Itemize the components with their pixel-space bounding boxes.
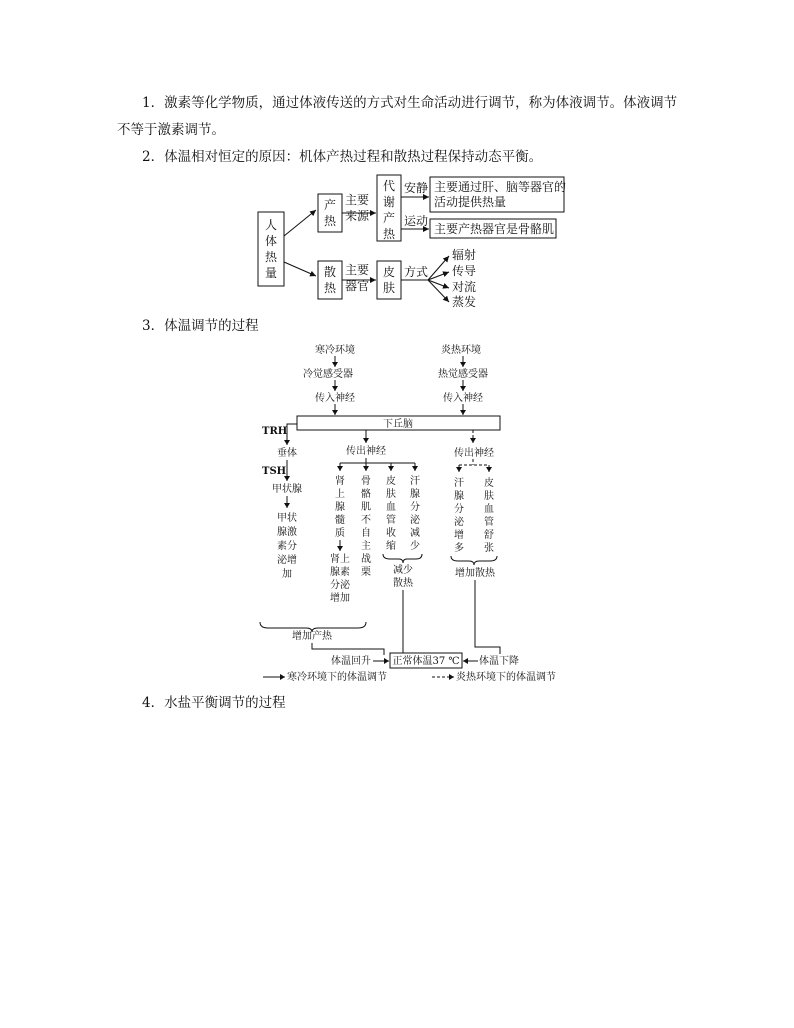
- temperature-fall: 体温下降: [479, 656, 519, 667]
- skin-char: 皮: [382, 265, 396, 279]
- main-source-label: 主要: [344, 193, 370, 207]
- heat-loss-char: 散: [323, 265, 337, 279]
- feedback-reduce-loss: [390, 590, 403, 660]
- metabolic-char: 产: [382, 211, 396, 225]
- afferent-nerve-right: 传入神经: [443, 393, 483, 404]
- legend-hot: 炎热环境下的体温调节: [456, 672, 556, 683]
- feedback-production: [312, 643, 384, 655]
- efferent-nerve-left: 传出神经: [346, 446, 386, 457]
- muscle-char: 骨: [361, 476, 371, 487]
- cold-receptor: 冷觉感受器: [303, 369, 353, 380]
- cold-environment: 寒冷环境: [315, 345, 355, 356]
- sweat-increase-char: 分: [454, 504, 464, 515]
- method-label: 方式: [404, 265, 429, 279]
- thyroid-hormone-text: 甲状: [277, 513, 297, 524]
- muscle-char: 自: [361, 528, 371, 539]
- adrenal-char: 肾: [335, 476, 345, 487]
- vessel-constrict-char: 收: [386, 528, 396, 539]
- vessel-constrict-char: 血: [386, 502, 396, 513]
- adrenaline-text: 肾上: [330, 554, 350, 565]
- thyroid-hormone-text: 素分: [277, 541, 297, 552]
- sweat-decrease-char: 泌: [410, 515, 420, 526]
- exercise-label: 运动: [404, 214, 429, 228]
- sweat-decrease-char: 分: [410, 502, 420, 513]
- legend-cold: 寒冷环境下的体温调节: [287, 672, 387, 683]
- rest-desc-line: 主要通过肝、脑等器官的: [434, 180, 567, 194]
- thyroid: 甲状腺: [272, 484, 302, 495]
- vessel-constrict-char: 缩: [386, 541, 396, 552]
- increase-heat-production-label: 增加产热: [292, 631, 332, 642]
- hot-environment: 炎热环境: [441, 345, 481, 356]
- sweat-decrease-char: 汗: [410, 476, 420, 487]
- heat-production-char: 产: [323, 198, 337, 212]
- sweat-increase-char: 腺: [454, 491, 464, 502]
- sweat-increase-char: 汗: [454, 478, 464, 489]
- at-rest-label: 安静: [404, 181, 429, 195]
- normal-temperature: 正常体温37 ℃: [392, 656, 460, 667]
- trh-label: TRH: [262, 426, 288, 437]
- adrenal-char: 腺: [335, 502, 345, 513]
- method-radiation: 辐射: [452, 248, 477, 262]
- pituitary: 垂体: [277, 448, 297, 459]
- muscle-char: 战: [361, 554, 371, 565]
- thyroid-hormone-text: 泌增: [277, 555, 297, 566]
- vessel-dilate-char: 皮: [484, 478, 494, 489]
- method-conduction: 传导: [452, 264, 477, 278]
- body-heat-char: 体: [264, 234, 278, 248]
- thyroid-hormone-text: 腺激: [277, 527, 297, 538]
- adrenal-char: 髓: [335, 515, 345, 526]
- body-heat-char: 热: [264, 250, 278, 264]
- exercise-desc: 主要产热器官是骨骼肌: [434, 222, 555, 236]
- muscle-char: 栗: [361, 567, 371, 578]
- rest-desc-line: 活动提供热量: [434, 195, 507, 209]
- adrenaline-text: 分泌: [330, 580, 350, 591]
- sweat-increase-char: 泌: [454, 517, 464, 528]
- vessel-constrict-char: 管: [386, 515, 396, 526]
- adrenaline-text: 增加: [330, 593, 350, 604]
- vessel-dilate-char: 张: [484, 543, 494, 554]
- vessel-dilate-char: 肤: [484, 491, 494, 502]
- sweat-increase-char: 增: [454, 530, 464, 541]
- reduce-heat-loss-label: 减少: [393, 565, 413, 576]
- main-organ-label: 主要: [344, 263, 370, 277]
- paragraph-humoral-regulation: 1．激素等化学物质，通过体液传送的方式对生命活动进行调节，称为体液调节。体液调节不等于激素调节。: [117, 95, 678, 138]
- heading-thermoregulation: 3．体温调节的过程: [142, 318, 259, 334]
- adrenaline-text: 腺素: [330, 567, 350, 578]
- sweat-decrease-char: 减: [410, 528, 420, 539]
- reduce-heat-loss-label: 散热: [393, 578, 413, 589]
- feedback-increase-loss: [475, 580, 500, 654]
- muscle-char: 主: [361, 541, 371, 552]
- vessel-constrict-char: 皮: [386, 476, 396, 487]
- temperature-rise: 体温回升: [331, 656, 371, 667]
- heat-production-char: 热: [323, 214, 337, 228]
- metabolic-char: 谢: [382, 195, 396, 209]
- main-organ-label: 器官: [344, 279, 370, 293]
- sweat-decrease-char: 腺: [410, 489, 420, 500]
- vessel-constrict-char: 肤: [386, 489, 396, 500]
- increase-heat-loss-label: 增加散热: [455, 568, 495, 579]
- afferent-nerve-left: 传入神经: [315, 393, 355, 404]
- sweat-decrease-char: 少: [410, 541, 420, 552]
- muscle-char: 肌: [361, 502, 371, 513]
- adrenal-char: 上: [335, 489, 345, 500]
- method-convection: 对流: [452, 280, 477, 294]
- main-source-label: 来源: [344, 209, 370, 223]
- body-heat-char: 量: [264, 266, 278, 280]
- hypothalamus: 下丘脑: [383, 419, 413, 430]
- method-evaporation: 蒸发: [452, 295, 477, 309]
- muscle-char: 骼: [361, 489, 371, 500]
- tsh-label: TSH: [262, 466, 287, 477]
- body-heat-char: 人: [264, 218, 278, 232]
- metabolic-char: 热: [382, 227, 396, 241]
- adrenal-char: 质: [335, 528, 345, 539]
- brace-reduce-heat-loss: [383, 554, 422, 563]
- thyroid-hormone-text: 加: [282, 569, 292, 580]
- heat-loss-char: 热: [323, 281, 337, 295]
- vessel-dilate-char: 血: [484, 504, 494, 515]
- arrow-hypothalamus-to-pituitary: [287, 424, 297, 445]
- muscle-char: 不: [361, 515, 371, 526]
- skin-char: 肤: [382, 281, 396, 295]
- efferent-nerve-right: 传出神经: [454, 448, 494, 459]
- heading-water-salt-balance: 4．水盐平衡调节的过程: [142, 695, 286, 711]
- vessel-dilate-char: 管: [484, 517, 494, 528]
- paragraph-body-temperature: 2．体温相对恒定的原因：机体产热过程和散热过程保持动态平衡。: [142, 149, 543, 165]
- brace-increase-heat-loss: [451, 556, 497, 565]
- sweat-increase-char: 多: [454, 543, 464, 554]
- metabolic-char: 代: [382, 179, 396, 193]
- heat-receptor: 热觉感受器: [438, 369, 488, 380]
- vessel-dilate-char: 舒: [484, 530, 494, 541]
